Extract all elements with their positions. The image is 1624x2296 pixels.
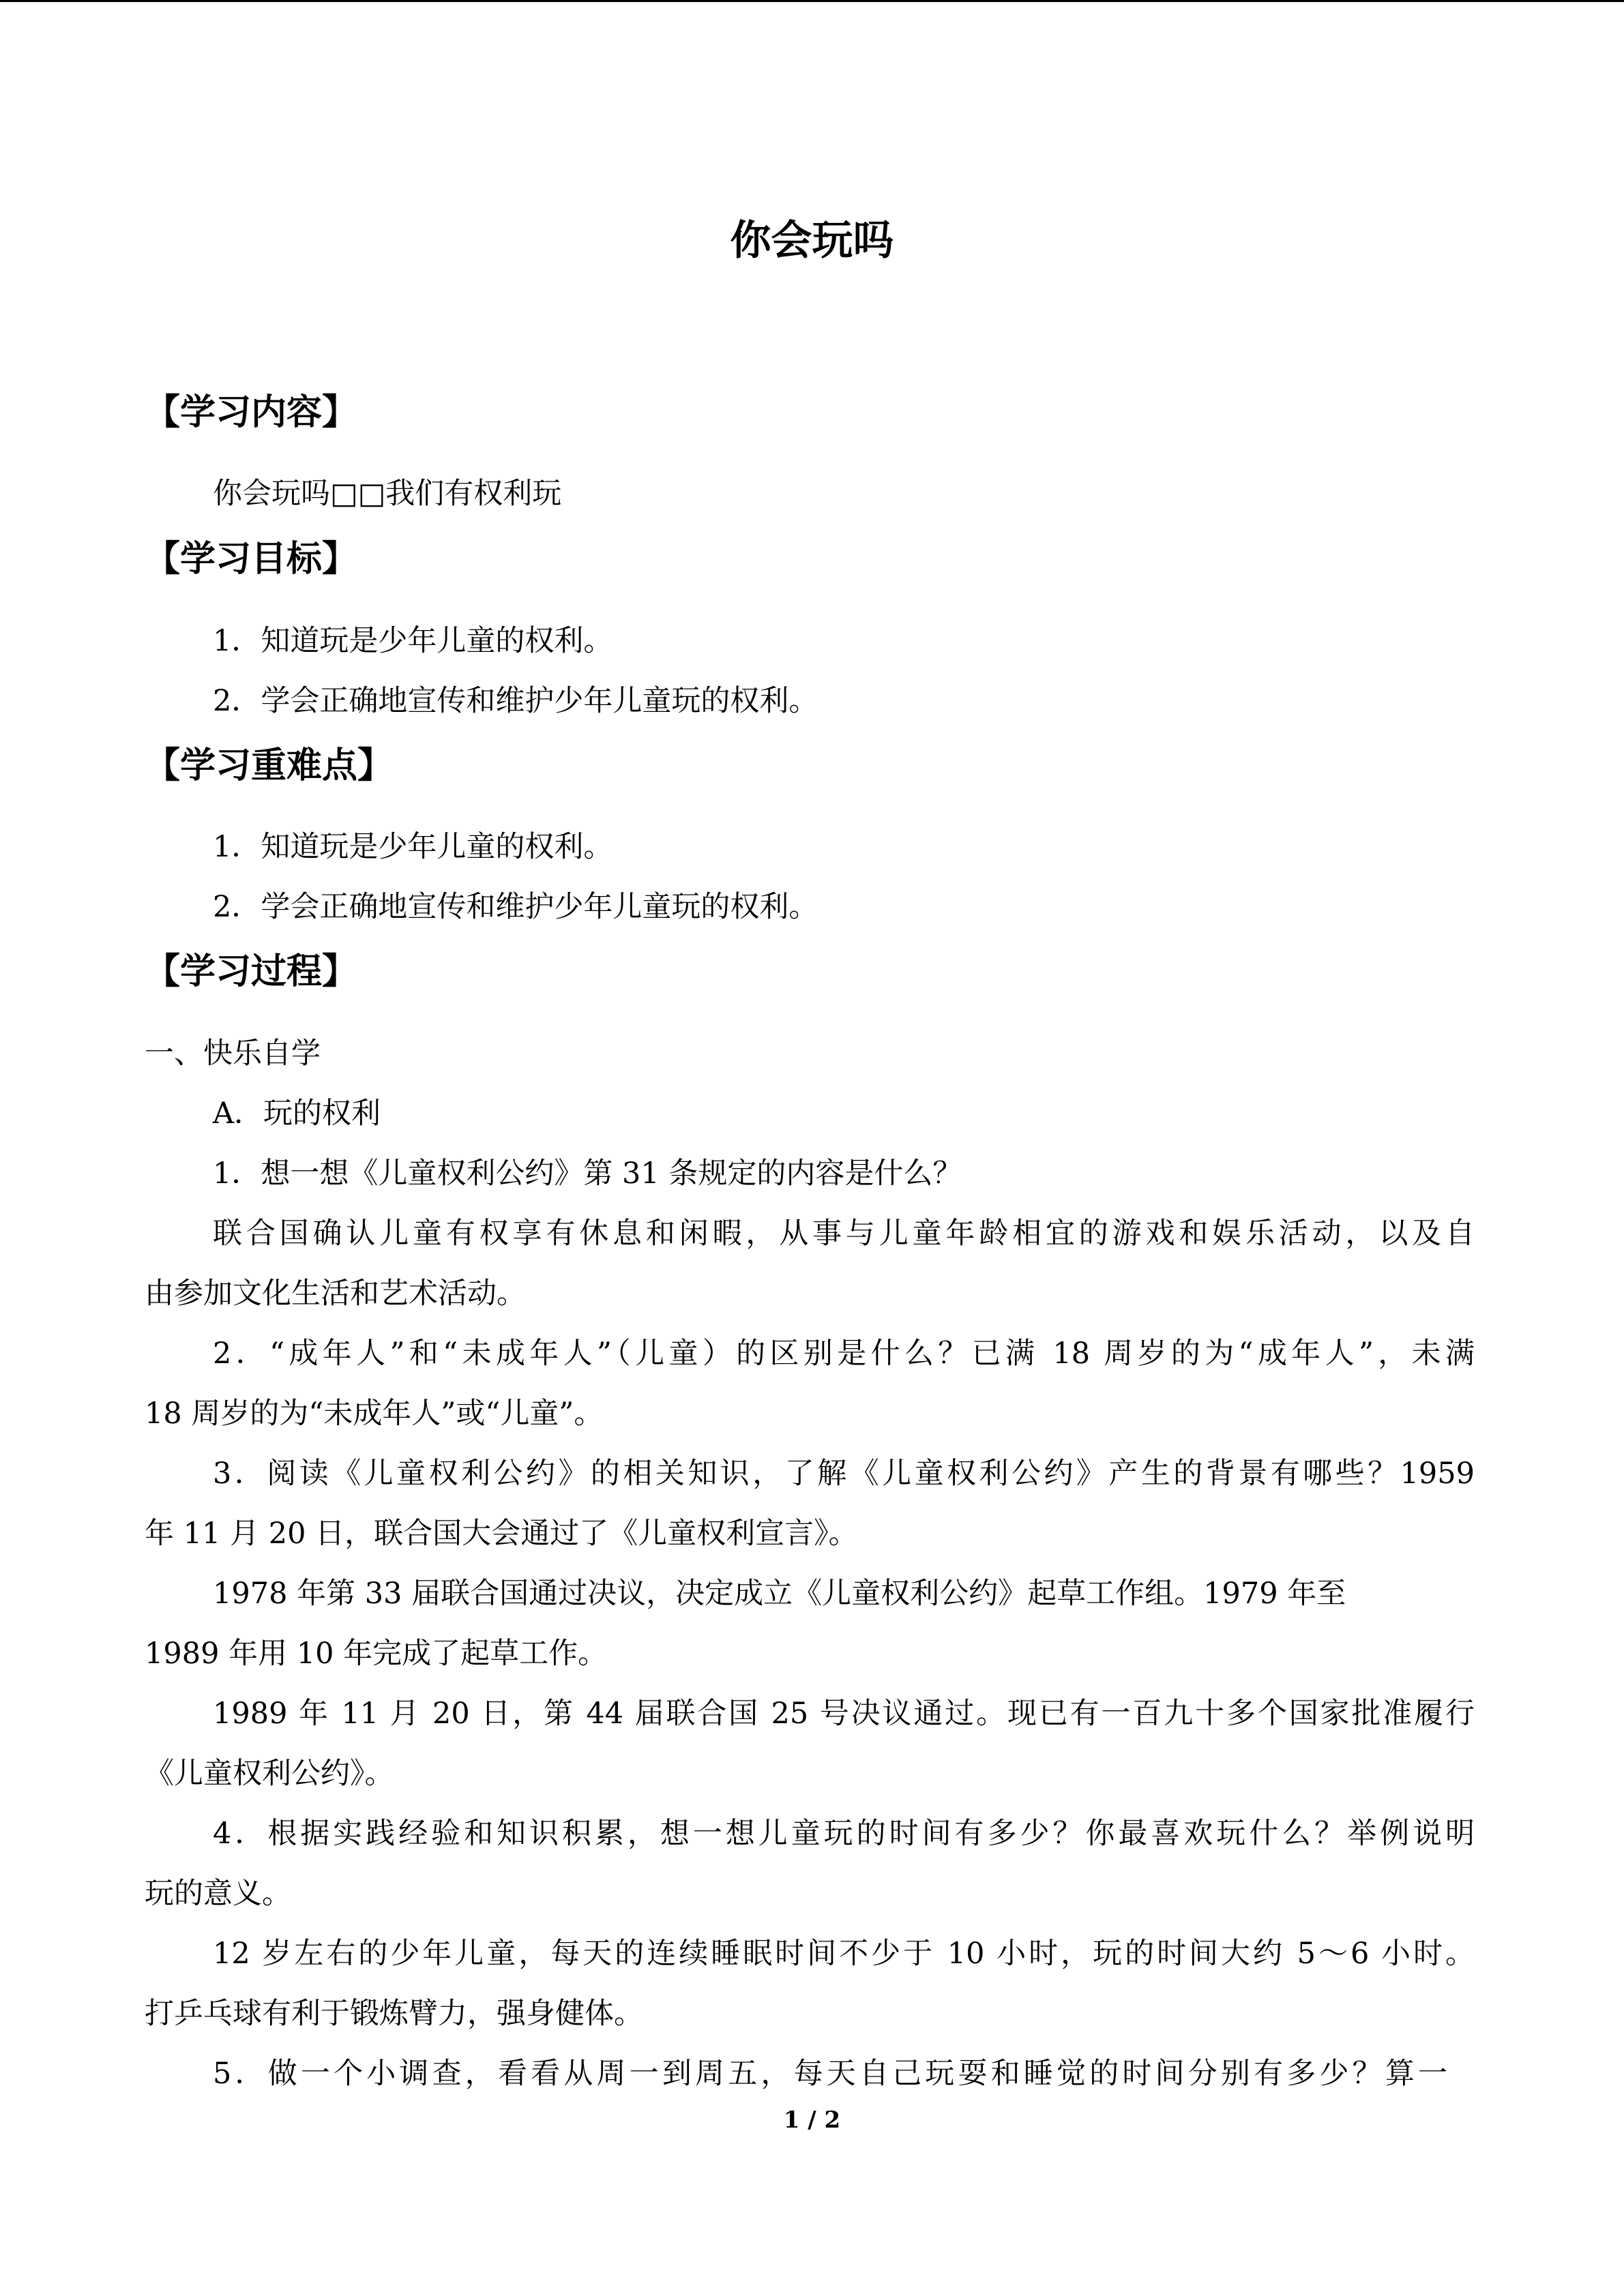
- process-line: 玩的意义。: [145, 1877, 291, 1911]
- key-item-2: 2．学会正确地宣传和维护少年儿童玩的权利。: [213, 890, 818, 924]
- process-line: 一、快乐自学: [145, 1037, 321, 1071]
- process-line: 18 周岁的为“未成年人”或“儿童”。: [145, 1397, 604, 1431]
- process-line: 打乒乓球有利于锻炼臂力，强身健体。: [145, 1997, 643, 2031]
- heading-learning-content: 【学习内容】: [145, 392, 358, 433]
- top-border: [0, 0, 1624, 2]
- goal-item-1: 1．知道玩是少年儿童的权利。: [213, 624, 613, 658]
- heading-learning-goals: 【学习目标】: [145, 539, 358, 580]
- process-line: 联合国确认儿童有权享有休息和闲暇，从事与儿童年龄相宜的游戏和娱乐活动，以及自: [213, 1217, 1475, 1251]
- process-line: 1．想一想《儿童权利公约》第 31 条规定的内容是什么？: [213, 1157, 962, 1191]
- process-line: A．玩的权利: [213, 1097, 381, 1131]
- process-line: 3．阅读《儿童权利公约》的相关知识，了解《儿童权利公约》产生的背景有哪些？1959: [213, 1457, 1475, 1491]
- process-line: 1989 年 11 月 20 日，第 44 届联合国 25 号决议通过。现已有一百九十多个国家批准履行: [213, 1697, 1475, 1731]
- process-line: 《儿童权利公约》。: [145, 1757, 394, 1791]
- key-item-1: 1．知道玩是少年儿童的权利。: [213, 830, 613, 864]
- document-title: 你会玩吗: [730, 217, 894, 265]
- process-line: 4．根据实践经验和知识积累，想一想儿童玩的时间有多少？你最喜欢玩什么？举例说明: [213, 1817, 1475, 1851]
- process-line: 1978 年第 33 届联合国通过决议，决定成立《儿童权利公约》起草工作组。1979 年至: [213, 1577, 1346, 1611]
- process-line: 5．做一个小调查，看看从周一到周五，每天自己玩耍和睡觉的时间分别有多少？算一: [213, 2057, 1447, 2091]
- process-line: 由参加文化生活和艺术活动。: [145, 1277, 526, 1311]
- process-line: 2．“成年人”和“未成年人”（儿童）的区别是什么？已满 18 周岁的为“成年人”，未满: [213, 1337, 1475, 1371]
- goal-item-2: 2．学会正确地宣传和维护少年儿童玩的权利。: [213, 684, 818, 718]
- heading-learning-process: 【学习过程】: [145, 951, 358, 992]
- heading-key-points: 【学习重难点】: [145, 745, 394, 786]
- process-line: 1989 年用 10 年完成了起草工作。: [145, 1637, 608, 1671]
- process-line: 12 岁左右的少年儿童，每天的连续睡眠时间不少于 10 小时，玩的时间大约 5～6 小时。: [213, 1937, 1475, 1971]
- learning-content-text: 你会玩吗□□我们有权利玩: [213, 477, 562, 511]
- page-number: 1 / 2: [783, 2106, 841, 2134]
- process-line: 年 11 月 20 日，联合国大会通过了《儿童权利宣言》。: [145, 1517, 858, 1551]
